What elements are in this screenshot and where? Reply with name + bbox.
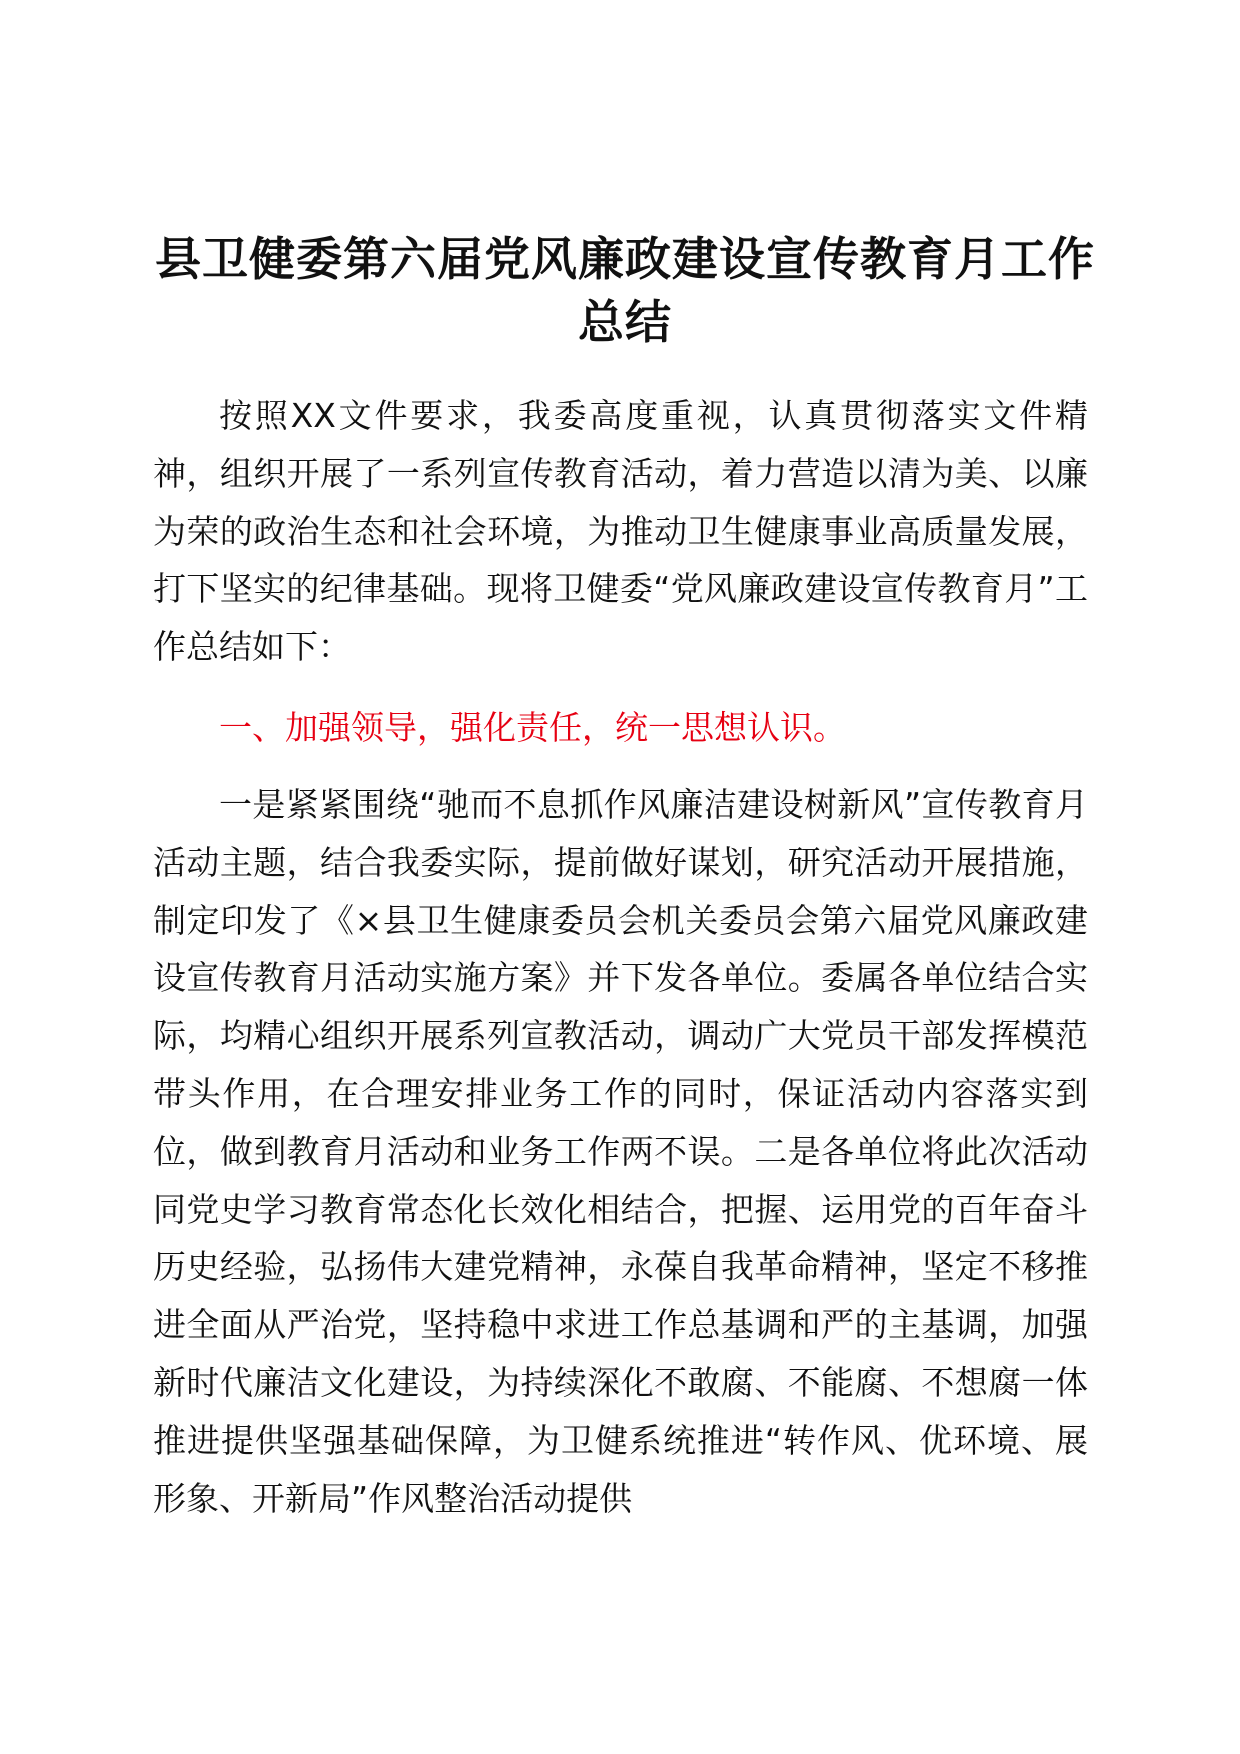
intro-paragraph: 按照XX文件要求，我委高度重视，认真贯彻落实文件精神，组织开展了一系列宣传教育活动，着力营造以清为美、以廉为荣的政治生态和社会环境，为推动卫生健康事业高质量发展，打下坚实的纪律基础。现将卫健委“党风廉政建设宣传教育月”工作总结如下：	[153, 396, 1088, 667]
section-paragraph-1: 一是紧紧围绕“驰而不息抓作风廉洁建设树新风”宣传教育月活动主题，结合我委实际，提前做好谋划，研究活动开展措施，制定印发了《×县卫生健康委员会机关委员会第六届党风廉政建设宣传教育月活动实施方案》并下发各单位。委属各单位结合实际，均精心组织开展系列宣教活动，调动广大党员干部发挥模范带头作用，在合理安排业务工作的同时，保证活动内容落实到位，做到教育月活动和业务工作两不误。二是各单位将此次活动同党史学习教育常态化长效化相结合，把握、运用党的百年奋斗历史经验，弘扬伟大建党精神，永葆自我革命精神，坚定不移推进全面从严治党，坚持稳中求进工作总基调和严的主基调，加强新时代廉洁文化建设，为持续深化不敢腐、不能腐、不想腐一体推进提供坚强基础保障，为卫健系统推进“转作风、优环境、展形象、开新局”作风整治活动提供	[153, 785, 1088, 1518]
section-heading-1: 一、加强领导，强化责任，统一思想认识。	[219, 708, 846, 747]
document-title: 县卫健委第六届党风廉政建设宣传教育月工作总结	[155, 232, 1095, 349]
